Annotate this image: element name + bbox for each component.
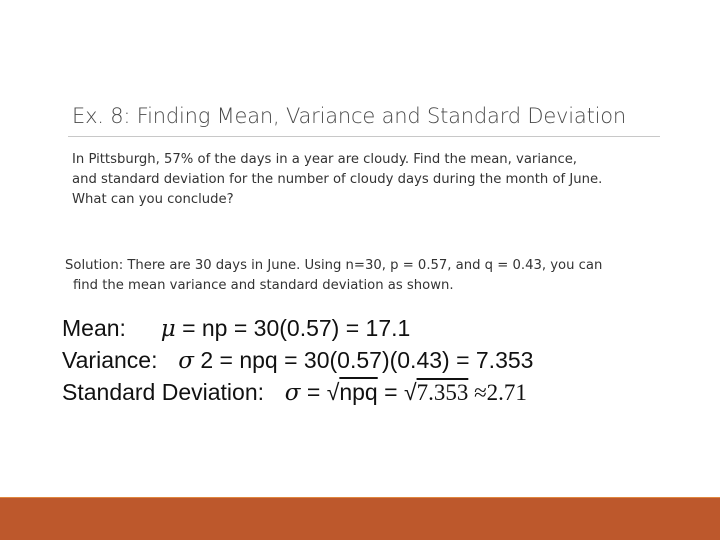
radicand-npq: npq: [339, 379, 378, 405]
variance-label: Variance:: [62, 347, 158, 373]
variance-expression: 2 = npq = 30(0.57)(0.43) = 7.353: [200, 347, 534, 373]
problem-line: What can you conclude?: [72, 192, 234, 207]
solution-line: Solution: There are 30 days in June. Using n=30, p = 0.57, and q = 0.43, you can: [65, 258, 603, 273]
footer-bar: [0, 498, 720, 540]
formula-block: [62, 312, 702, 408]
sqrt-symbol: √: [326, 379, 340, 405]
solution-line: find the mean variance and standard deviation as shown.: [73, 278, 454, 293]
title-divider: [68, 136, 660, 137]
sigma-symbol: σ: [178, 348, 194, 374]
radicand-value: 7.353: [416, 380, 469, 405]
mu-symbol: μ: [160, 316, 176, 342]
sigma-symbol: σ: [284, 380, 301, 406]
mean-label: Mean:: [62, 315, 126, 341]
std-dev-label: Standard Deviation:: [62, 379, 265, 405]
slide-title: Ex. 8: Finding Mean, Variance and Standard Deviation: [72, 104, 627, 128]
problem-line: In Pittsburgh, 57% of the days in a year are cloudy. Find the mean, variance,: [72, 152, 577, 167]
mean-expression: = np = 30(0.57) = 17.1: [182, 315, 411, 341]
mean-formula: [62, 312, 702, 344]
equals-sign: =: [306, 379, 327, 405]
equals-sign: =: [384, 379, 404, 405]
approx-result: ≈2.71: [468, 380, 527, 405]
problem-statement: [72, 150, 672, 210]
variance-formula: [62, 344, 702, 376]
sqrt-symbol: √: [403, 379, 417, 405]
std-dev-formula: [62, 376, 702, 408]
problem-line: and standard deviation for the number of cloudy days during the month of June.: [72, 172, 603, 187]
solution-text: [65, 256, 685, 296]
